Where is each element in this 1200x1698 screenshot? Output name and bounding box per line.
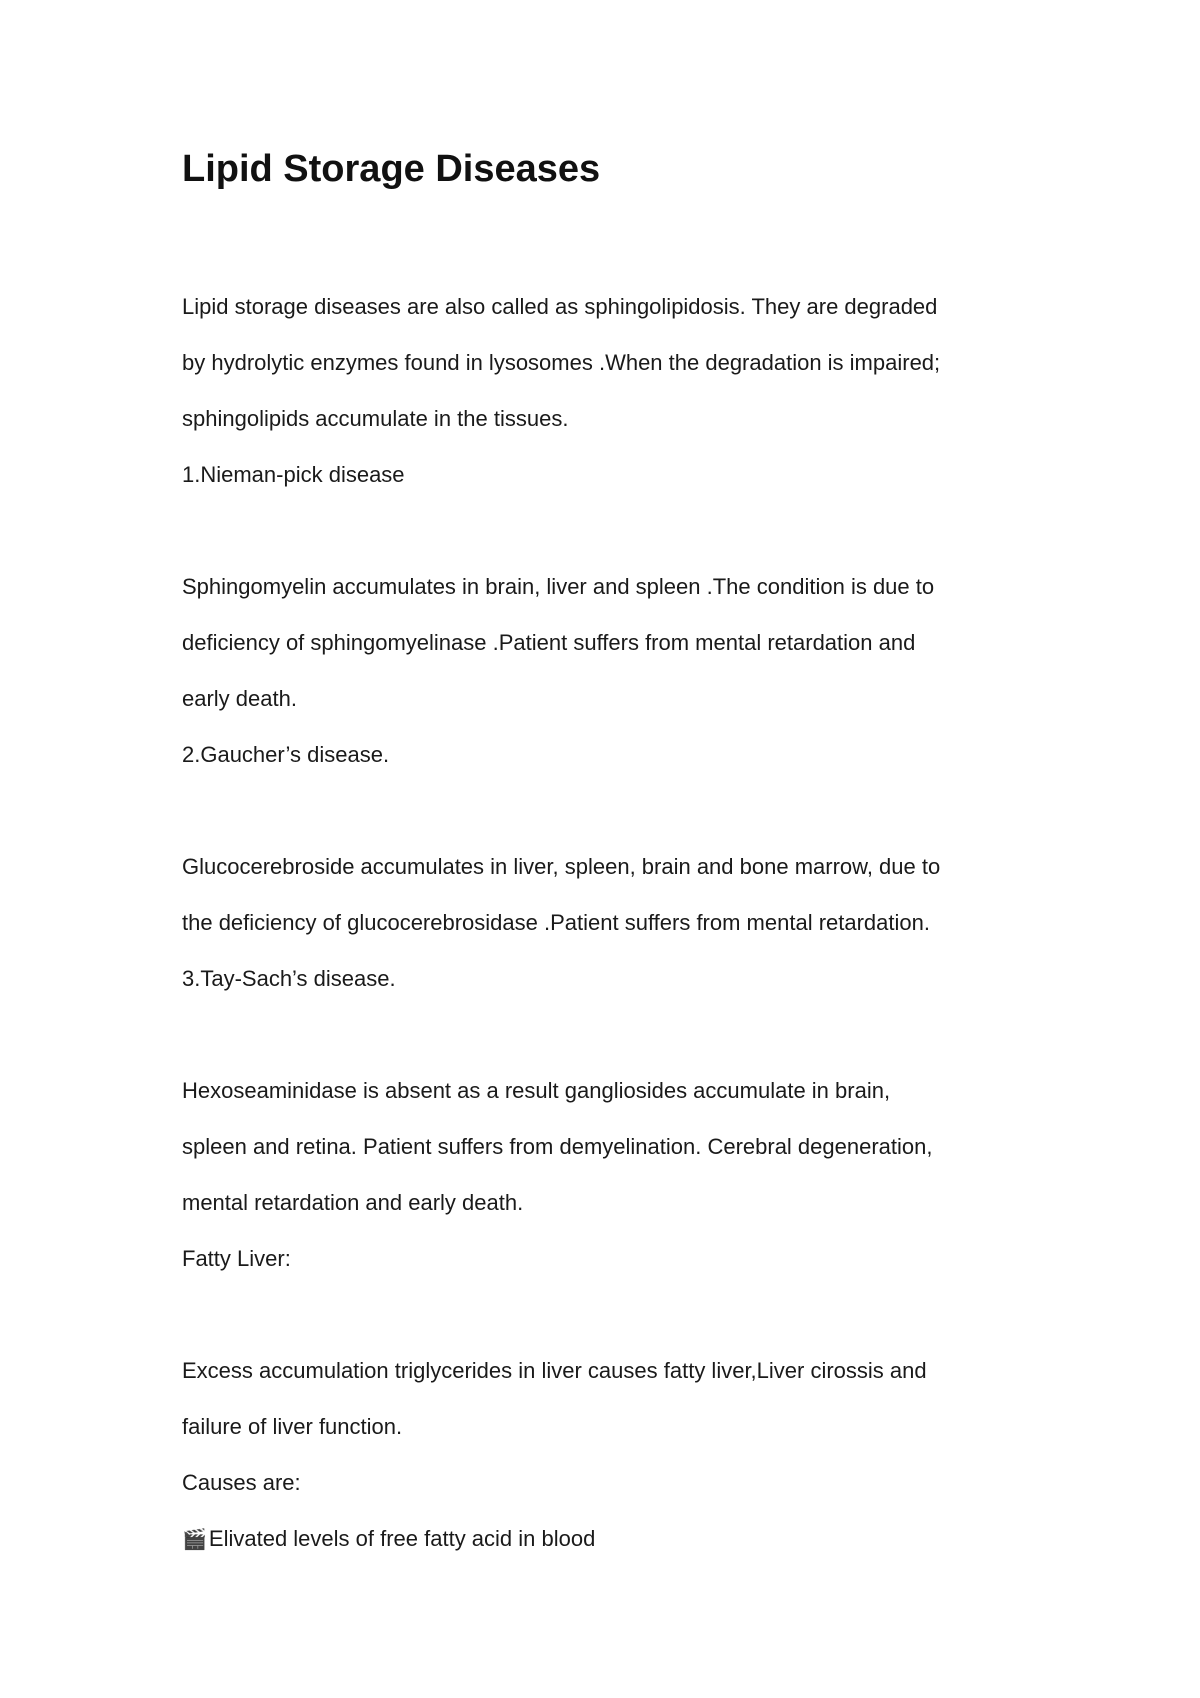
section-heading-tay-sach: 3.Tay-Sach’s disease. — [182, 966, 396, 991]
section-body-line: Glucocerebroside accumulates in liver, spleen, brain and bone marrow, due to — [182, 854, 941, 879]
section-body-line: Hexoseaminidase is absent as a result gangliosides accumulate in brain, — [182, 1078, 891, 1103]
clapperboard-icon: 🎬 — [182, 1529, 207, 1551]
causes-heading: Causes are: — [182, 1470, 301, 1495]
section-body-line: Sphingomyelin accumulates in brain, liver and spleen .The condition is due to — [182, 574, 935, 599]
section-body-line: spleen and retina. Patient suffers from demyelination. Cerebral degeneration, — [182, 1134, 933, 1159]
section-body-line: failure of liver function. — [182, 1414, 403, 1439]
cause-item-text: Elivated levels of free fatty acid in blood — [208, 1526, 596, 1551]
document-title: Lipid Storage Diseases — [182, 148, 601, 190]
intro-line: sphingolipids accumulate in the tissues. — [182, 406, 569, 431]
section-body-line: mental retardation and early death. — [182, 1190, 524, 1215]
section-heading-nieman-pick: 1.Nieman-pick disease — [182, 462, 405, 487]
section-body-line: the deficiency of glucocerebrosidase .Patient suffers from mental retardation. — [182, 910, 930, 935]
section-body-line: early death. — [182, 686, 297, 711]
section-heading-fatty-liver: Fatty Liver: — [182, 1246, 291, 1271]
section-body-line: deficiency of sphingomyelinase .Patient suffers from mental retardation and — [182, 630, 916, 655]
intro-line: Lipid storage diseases are also called as sphingolipidosis. They are degraded — [182, 294, 938, 319]
section-heading-gaucher: 2.Gaucher’s disease. — [182, 742, 390, 767]
cause-item — [182, 1511, 1062, 1567]
intro-line: by hydrolytic enzymes found in lysosomes .When the degradation is impaired; — [182, 350, 941, 375]
document-content — [182, 146, 1062, 1567]
section-body-line: Excess accumulation triglycerides in liver causes fatty liver,Liver cirossis and — [182, 1358, 927, 1383]
